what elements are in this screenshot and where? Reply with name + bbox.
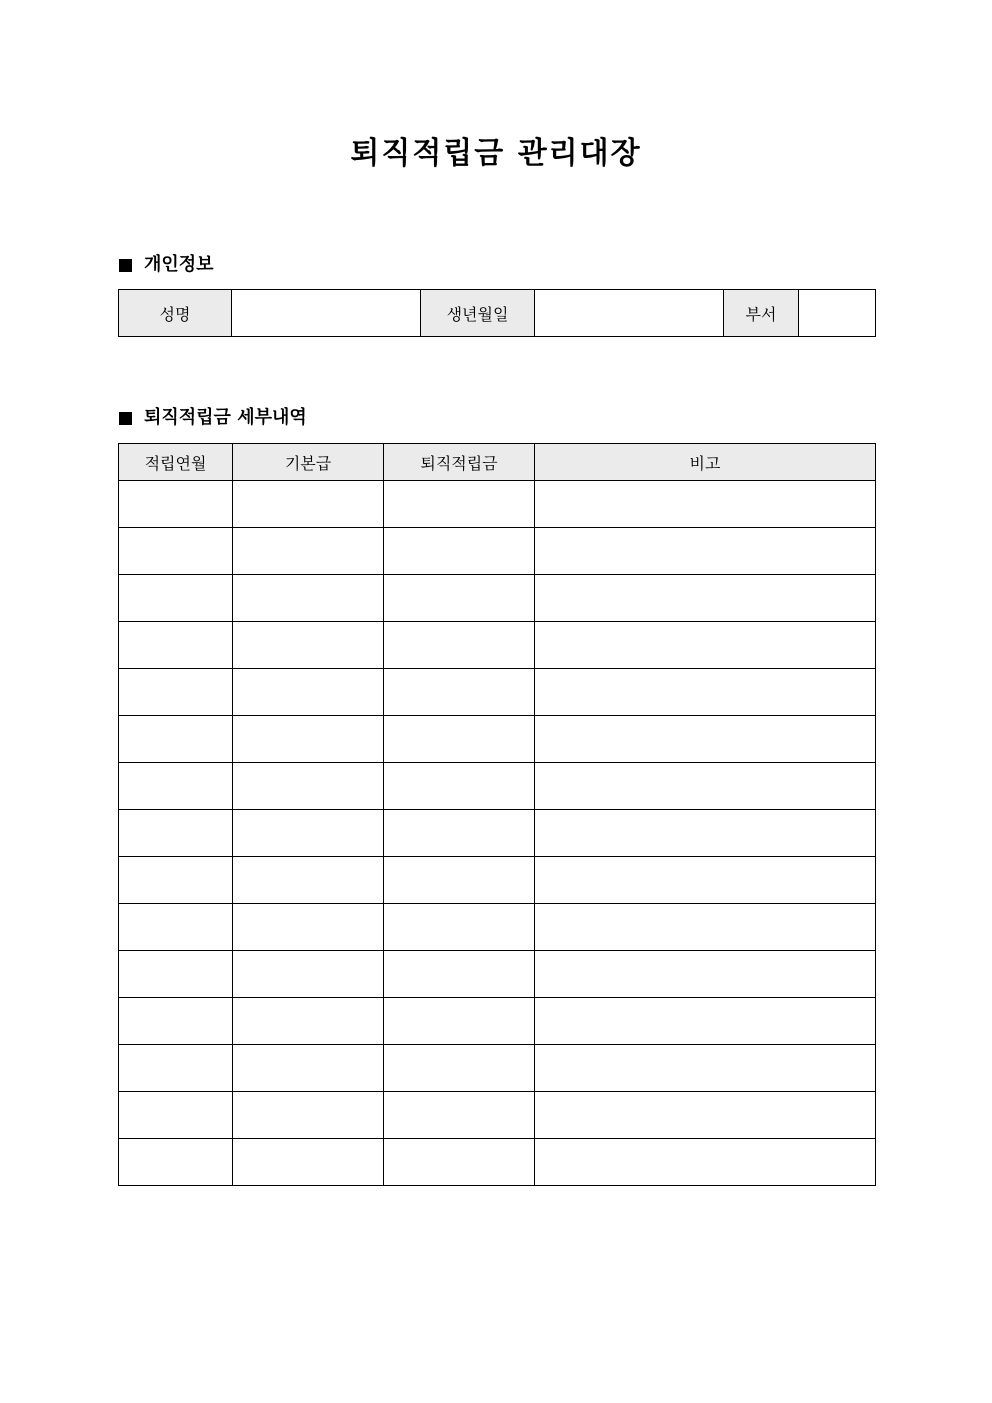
accrual-month-cell[interactable] <box>119 1092 233 1139</box>
table-row <box>119 1045 876 1092</box>
retirement-reserve-cell[interactable] <box>384 857 535 904</box>
accrual-month-cell[interactable] <box>119 481 233 528</box>
accrual-month-cell[interactable] <box>119 857 233 904</box>
accrual-month-cell[interactable] <box>119 763 233 810</box>
square-bullet-icon <box>119 412 132 425</box>
remarks-cell[interactable] <box>535 575 876 622</box>
accrual-month-cell[interactable] <box>119 622 233 669</box>
retirement-reserve-cell[interactable] <box>384 622 535 669</box>
base-salary-cell[interactable] <box>233 622 384 669</box>
retirement-reserve-cell[interactable] <box>384 810 535 857</box>
table-row <box>119 622 876 669</box>
base-salary-cell[interactable] <box>233 481 384 528</box>
retirement-reserve-cell[interactable] <box>384 1139 535 1186</box>
base-salary-cell[interactable] <box>233 1092 384 1139</box>
detail-table-body <box>119 481 876 1186</box>
birth-date-label: 생년월일 <box>421 290 535 337</box>
remarks-cell[interactable] <box>535 857 876 904</box>
accrual-month-cell[interactable] <box>119 528 233 575</box>
square-bullet-icon <box>119 259 132 272</box>
accrual-month-cell[interactable] <box>119 998 233 1045</box>
personal-info-heading-text: 개인정보 <box>144 254 214 275</box>
base-salary-cell[interactable] <box>233 951 384 998</box>
detail-header-row <box>119 444 876 481</box>
department-label: 부서 <box>724 290 799 337</box>
remarks-cell[interactable] <box>535 669 876 716</box>
remarks-cell[interactable] <box>535 904 876 951</box>
retirement-reserve-cell[interactable] <box>384 1092 535 1139</box>
accrual-month-cell[interactable] <box>119 951 233 998</box>
remarks-cell[interactable] <box>535 763 876 810</box>
remarks-cell[interactable] <box>535 622 876 669</box>
retirement-reserve-cell[interactable] <box>384 1045 535 1092</box>
retirement-reserve-cell[interactable] <box>384 904 535 951</box>
table-row <box>119 1139 876 1186</box>
retirement-reserve-cell[interactable] <box>384 481 535 528</box>
col-header-retirement-reserve: 퇴직적립금 <box>384 444 535 481</box>
table-row <box>119 575 876 622</box>
base-salary-cell[interactable] <box>233 528 384 575</box>
personal-info-table <box>118 289 876 337</box>
table-row <box>119 716 876 763</box>
base-salary-cell[interactable] <box>233 763 384 810</box>
base-salary-cell[interactable] <box>233 575 384 622</box>
base-salary-cell[interactable] <box>233 998 384 1045</box>
remarks-cell[interactable] <box>535 528 876 575</box>
remarks-cell[interactable] <box>535 1092 876 1139</box>
table-row <box>119 904 876 951</box>
table-row <box>119 857 876 904</box>
detail-table <box>118 443 876 1186</box>
retirement-reserve-cell[interactable] <box>384 951 535 998</box>
name-field[interactable] <box>232 290 421 337</box>
col-header-remarks: 비고 <box>535 444 876 481</box>
remarks-cell[interactable] <box>535 810 876 857</box>
remarks-cell[interactable] <box>535 716 876 763</box>
remarks-cell[interactable] <box>535 951 876 998</box>
col-header-accrual-month: 적립연월 <box>119 444 233 481</box>
retirement-reserve-cell[interactable] <box>384 528 535 575</box>
accrual-month-cell[interactable] <box>119 904 233 951</box>
remarks-cell[interactable] <box>535 998 876 1045</box>
name-label: 성명 <box>119 290 232 337</box>
base-salary-cell[interactable] <box>233 904 384 951</box>
retirement-reserve-cell[interactable] <box>384 716 535 763</box>
table-row <box>119 810 876 857</box>
table-row <box>119 951 876 998</box>
personal-info-heading <box>119 252 214 278</box>
detail-heading <box>119 405 307 431</box>
base-salary-cell[interactable] <box>233 1139 384 1186</box>
table-row <box>119 481 876 528</box>
accrual-month-cell[interactable] <box>119 575 233 622</box>
retirement-reserve-cell[interactable] <box>384 669 535 716</box>
table-row <box>119 528 876 575</box>
table-row <box>119 669 876 716</box>
department-field[interactable] <box>799 290 876 337</box>
remarks-cell[interactable] <box>535 481 876 528</box>
table-row <box>119 1092 876 1139</box>
retirement-reserve-cell[interactable] <box>384 763 535 810</box>
personal-info-row <box>119 290 876 337</box>
accrual-month-cell[interactable] <box>119 1139 233 1186</box>
col-header-base-salary: 기본급 <box>233 444 384 481</box>
table-row <box>119 998 876 1045</box>
table-row <box>119 763 876 810</box>
accrual-month-cell[interactable] <box>119 669 233 716</box>
accrual-month-cell[interactable] <box>119 810 233 857</box>
remarks-cell[interactable] <box>535 1045 876 1092</box>
base-salary-cell[interactable] <box>233 716 384 763</box>
birth-date-field[interactable] <box>535 290 724 337</box>
accrual-month-cell[interactable] <box>119 1045 233 1092</box>
base-salary-cell[interactable] <box>233 810 384 857</box>
base-salary-cell[interactable] <box>233 857 384 904</box>
base-salary-cell[interactable] <box>233 1045 384 1092</box>
detail-heading-text: 퇴직적립금 세부내역 <box>144 407 307 428</box>
page-title: 퇴직적립금 관리대장 <box>350 136 642 171</box>
retirement-reserve-cell[interactable] <box>384 575 535 622</box>
base-salary-cell[interactable] <box>233 669 384 716</box>
remarks-cell[interactable] <box>535 1139 876 1186</box>
accrual-month-cell[interactable] <box>119 716 233 763</box>
retirement-reserve-cell[interactable] <box>384 998 535 1045</box>
